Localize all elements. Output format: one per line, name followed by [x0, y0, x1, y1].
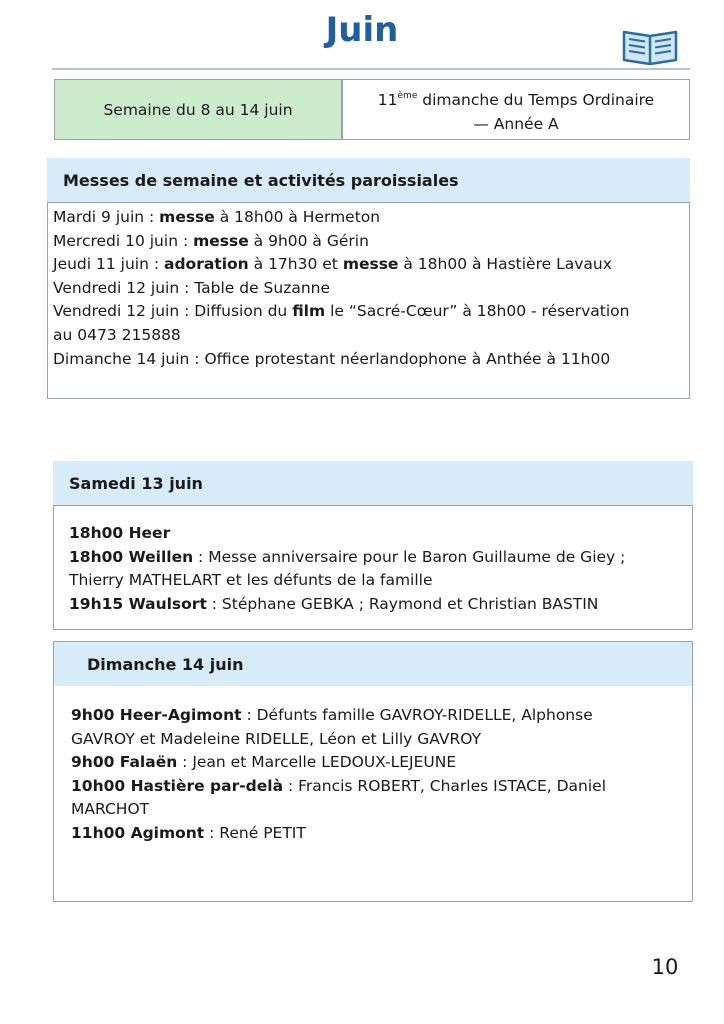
sunday-section: [53, 641, 693, 902]
mass-entry: 10h00 Hastière par-delà : Francis ROBERT, Charles ISTACE, Daniel: [71, 776, 607, 795]
saturday-section-header: Samedi 13 juin: [53, 461, 693, 505]
sunday-superscript: ème: [397, 91, 418, 101]
week-box-divider: [341, 80, 343, 139]
sunday-title: [347, 84, 685, 136]
mass-entry: 9h00 Falaën : Jean et Marcelle LEDOUX-LEJEUNE: [71, 753, 457, 772]
weekday-line: Vendredi 12 juin : Diffusion du film le “Sacré-Cœur” à 18h00 - réservation: [53, 302, 630, 321]
weekday-section-content: [47, 202, 690, 399]
saturday-section-content: [53, 505, 693, 630]
week-label: Semaine du 8 au 14 juin: [55, 80, 341, 139]
mass-entry: MARCHOT: [71, 800, 150, 819]
mass-entry: 11h00 Agimont : René PETIT: [71, 823, 306, 842]
week-info-box: [54, 79, 690, 140]
weekday-line: Jeudi 11 juin : adoration à 17h30 et messe à 18h00 à Hastière Lavaux: [53, 255, 612, 274]
mass-entry: 18h00 Heer: [69, 524, 171, 542]
sunday-number: 11: [377, 91, 398, 109]
weekday-line: au 0473 215888: [53, 325, 181, 344]
page-title: Juin: [325, 10, 399, 50]
mass-entry: GAVROY et Madeleine RIDELLE, Léon et Lilly GAVROY: [71, 729, 482, 748]
weekday-line: Vendredi 12 juin : Table de Suzanne: [53, 278, 331, 297]
page-number: 10: [651, 955, 679, 979]
sunday-title-line1: dimanche du Temps Ordinaire: [417, 91, 655, 109]
open-book-icon: [620, 26, 680, 66]
mass-entry: Thierry MATHELART et les défunts de la famille: [69, 571, 433, 590]
weekday-line: Dimanche 14 juin : Office protestant néerlandophone à Anthée à 11h00: [53, 349, 611, 368]
sunday-section-content: [71, 704, 681, 846]
mass-entry: 18h00 Weillen : Messe anniversaire pour le Baron Guillaume de Giey ;: [69, 547, 626, 566]
sunday-title-line2: — Année A: [473, 115, 559, 133]
weekday-line: Mercredi 10 juin : messe à 9h00 à Gérin: [53, 231, 369, 250]
sunday-section-header: Dimanche 14 juin: [54, 642, 692, 686]
weekday-section-header: Messes de semaine et activités paroissiales: [47, 158, 690, 202]
mass-entry: 19h15 Waulsort : Stéphane GEBKA ; Raymond et Christian BASTIN: [69, 594, 599, 613]
title-divider: [52, 68, 690, 70]
weekday-line: Mardi 9 juin : messe à 18h00 à Hermeton: [53, 208, 381, 226]
mass-entry: 9h00 Heer-Agimont : Défunts famille GAVROY-RIDELLE, Alphonse: [71, 706, 593, 724]
